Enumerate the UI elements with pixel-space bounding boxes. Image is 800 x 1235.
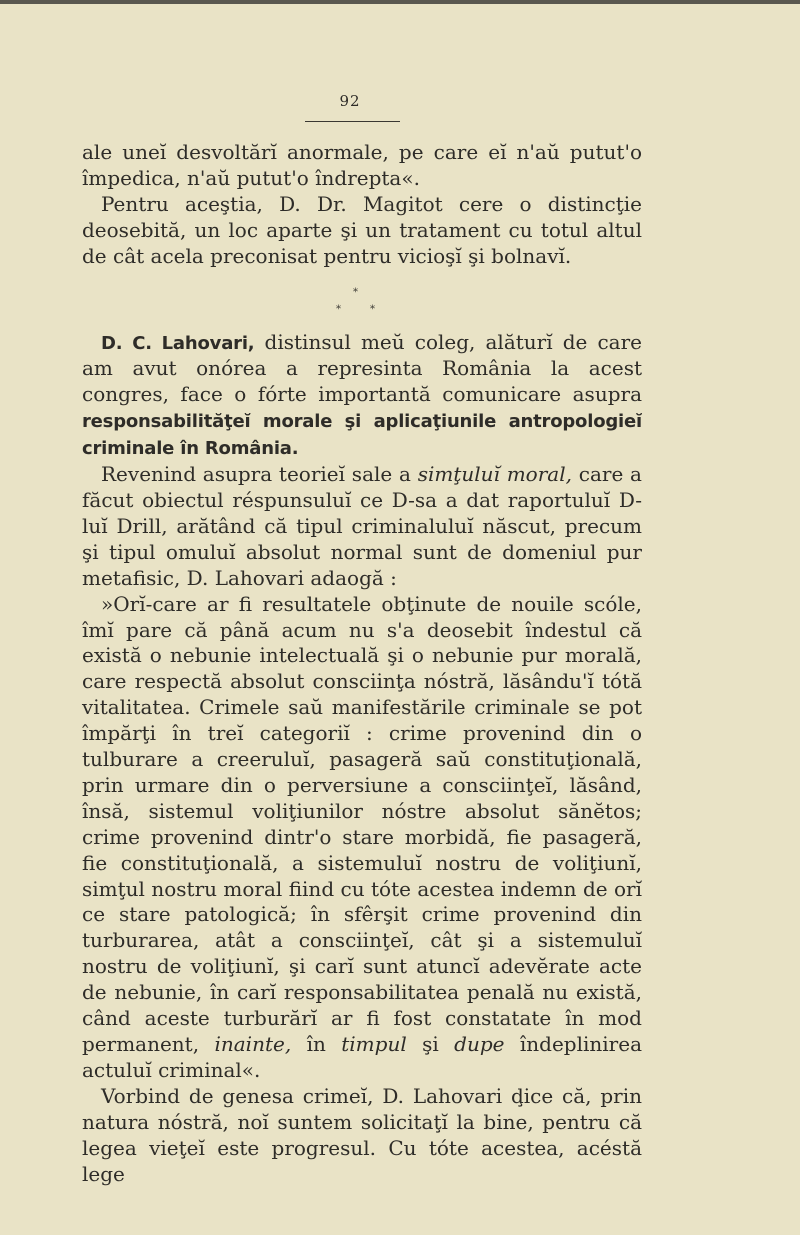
paragraph-magitot: Pentru aceştia, D. Dr. Magitot cere o distincţie deosebită, un loc aparte şi un tratament cu totul altul de cât acela preconisat pentru vicioşĭ şi bolnavĭ. <box>82 191 642 268</box>
paragraph-quote-text-4: îndeplinirea actuluĭ criminal«. <box>82 1032 642 1082</box>
page-body <box>82 140 642 1187</box>
section-asterism <box>82 270 642 324</box>
paragraph-theory-text-1: Revenind asupra teorieĭ sale a <box>101 462 418 487</box>
communication-topic: responsabilităţeĭ morale şi aplicaţiunile antropologieĭ criminale în România. <box>82 411 642 460</box>
paragraph-quote <box>82 592 642 1084</box>
paragraph-theory <box>82 462 642 592</box>
header-rule <box>305 121 400 122</box>
paragraph-quote-text-2: în <box>291 1032 342 1056</box>
italic-simtului-moral: simţuluĭ moral, <box>417 462 572 487</box>
paragraph-genesa: Vorbind de genesa crimeĭ, D. Lahovari ḑice că, prin natura nóstră, noĭ suntem solicitaţĭ la bine, pentru că legea vieţeĭ este progresul. Cu tóte acestea, acéstă lege <box>82 1083 642 1186</box>
italic-timpul: timpul <box>341 1032 407 1056</box>
paragraph-theory-text-2: care a făcut obiectul réspunsuluĭ ce D-sa a dat raportuluĭ D-luĭ Drill, arătând că tipul criminaluluĭ născut, precum şi tipul omuluĭ absolut normal sunt de domeniul pur metafisic, D. Lahovari adaogă : <box>82 462 642 590</box>
speaker-name: D. C. Lahovari, <box>101 332 255 354</box>
italic-dupe: dupe <box>454 1032 505 1056</box>
asterisk-top: * <box>353 286 358 298</box>
page-top-edge <box>0 0 800 4</box>
paragraph-lahovari <box>82 330 642 463</box>
paragraph-quote-text-3: şi <box>406 1032 455 1056</box>
paragraph-lahovari-text: distinsul meŭ coleg, alăturĭ de care am avut onórea a represinta România la acest congres, face o fórte importantă comunicare asupra <box>82 329 642 407</box>
asterisk-right: * <box>370 303 375 315</box>
italic-inainte: inainte, <box>214 1032 292 1056</box>
page-number: 92 <box>339 92 361 110</box>
paragraph-quote-text-1: »Orĭ-care ar fi resultatele obţinute de nouile scóle, îmĭ pare că până acum nu s'a deosebit îndestul că există o nebunie intelectuală şi o nebunie pur morală, care respectă absolut consciinţa nóstră, lăsându'ĭ tótă vitalitatea. Crimele saŭ manifestările criminale se pot împărţi în treĭ categoriĭ : crime provenind din o tulburare a creeruluĭ, pasageră saŭ constituţională, prin urmare din o perversiune a consciinţeĭ, lăsând, însă, sistemul voliţiunilor nóstre absolut sănĕtos; crime provenind dintr'o stare morbidă, fie pasageră, fie constituţională, a sistemuluĭ nostru de voliţiunĭ, simţul nostru moral fiind cu tóte acestea indemn de orĭ ce stare patologică; în sfêrşit crime provenind din turburarea, atât a consciinţeĭ, cât şi a sistemuluĭ nostru de voliţiunĭ, şi carĭ sunt atuncĭ adevĕrate acte de nebunie, în carĭ responsabilitatea penală nu există, când aceste turburărĭ ar fi fost constatate în mod permanent, <box>82 591 642 1056</box>
paragraph-continuation: ale uneĭ desvoltărĭ anormale, pe care eĭ n'aŭ putut'o împedica, n'aŭ putut'o îndrepta«. <box>82 140 642 190</box>
asterisk-left: * <box>336 303 341 315</box>
